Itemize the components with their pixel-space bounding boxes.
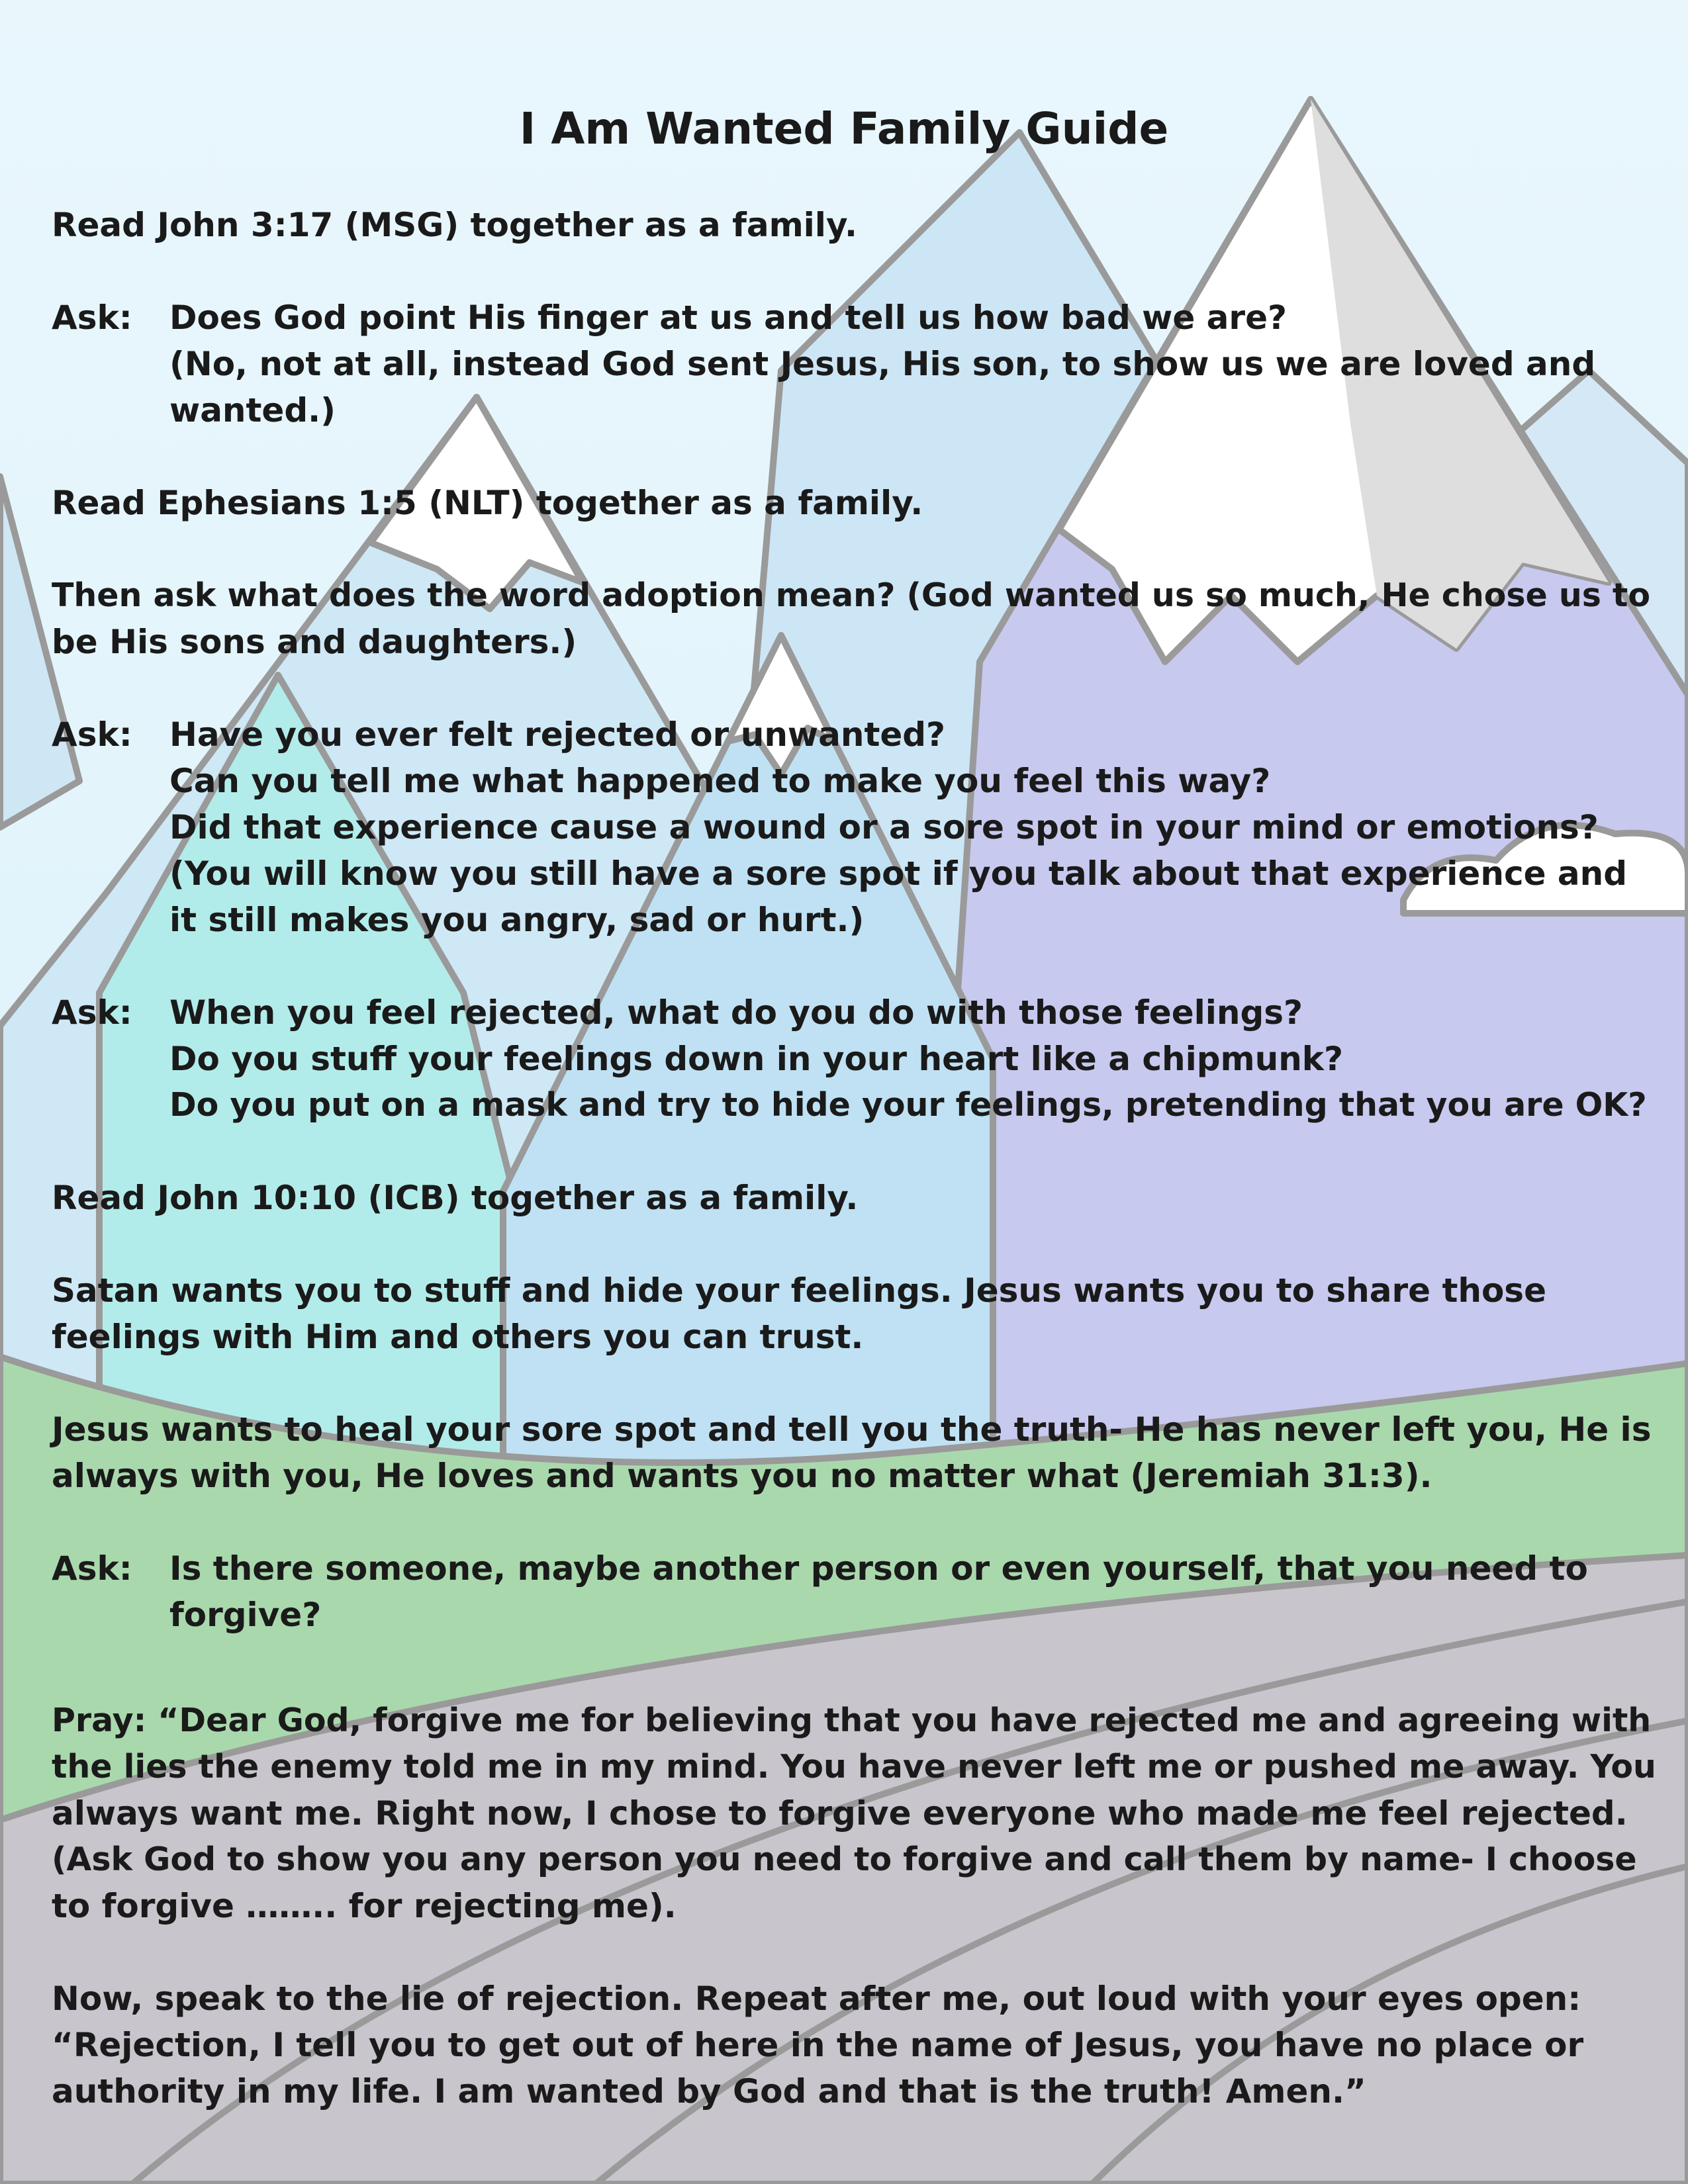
prayer-line: the lies the enemy told me in my mind. You have never left me or pushed me away. You <box>52 1748 1656 1786</box>
text-line: always with you, He loves and wants you no matter what (Jeremiah 31:3). <box>52 1457 1432 1495</box>
text-line: Satan wants you to stuff and hide your feelings. Jesus wants you to share those <box>52 1271 1546 1310</box>
prayer-line: Pray: “Dear God, forgive me for believing that you have rejected me and agreeing with <box>52 1702 1652 1739</box>
text-line: “Rejection, I tell you to get out of here in the name of Jesus, you have no place or <box>52 2026 1584 2064</box>
ask-label: Ask: <box>52 1549 132 1588</box>
prayer-line: to forgive …….. for rejecting me). <box>52 1887 677 1925</box>
text-line: Do you put on a mask and try to hide your feelings, pretending that you are OK? <box>169 1086 1647 1124</box>
text-line: forgive? <box>169 1596 322 1634</box>
text-line: When you feel rejected, what do you do with those feelings? <box>169 993 1303 1032</box>
ask-label: Ask: <box>52 715 132 754</box>
text-line: Can you tell me what happened to make you feel this way? <box>169 762 1271 800</box>
text-line: authority in my life. I am wanted by God and that is the truth! Amen.” <box>52 2072 1366 2111</box>
text-line: Read John 10:10 (ICB) together as a family. <box>52 1179 859 1217</box>
prayer-line: (Ask God to show you any person you need to forgive and call them by name- I choose <box>52 1841 1637 1878</box>
text-line: Now, speak to the lie of rejection. Repeat after me, out loud with your eyes open: <box>52 1979 1581 2018</box>
text-line: feelings with Him and others you can trust. <box>52 1318 864 1356</box>
text-line: it still makes you angry, sad or hurt.) <box>169 901 865 939</box>
text-line: Have you ever felt rejected or unwanted? <box>169 715 946 754</box>
ask-label: Ask: <box>52 993 132 1032</box>
text-line: Do you stuff your feelings down in your heart like a chipmunk? <box>169 1040 1344 1078</box>
text-line: Is there someone, maybe another person or even yourself, that you need to <box>169 1549 1588 1588</box>
ask-label: Ask: <box>52 298 132 337</box>
text-line: (No, not at all, instead God sent Jesus, His son, to show us we are loved and <box>169 345 1596 383</box>
text-line: Read Ephesians 1:5 (NLT) together as a family. <box>52 484 923 522</box>
prayer-line: always want me. Right now, I chose to forgive everyone who made me feel rejected. <box>52 1794 1628 1833</box>
text-line: Then ask what does the word adoption mean? (God wanted us so much, He chose us to <box>52 576 1651 614</box>
page-title: I Am Wanted Family Guide <box>519 103 1169 154</box>
text-line: Did that experience cause a wound or a sore spot in your mind or emotions? <box>169 808 1599 846</box>
text-line: Jesus wants to heal your sore spot and tell you the truth- He has never left you, He is <box>52 1410 1652 1449</box>
text-line: Does God point His finger at us and tell us how bad we are? <box>169 298 1287 337</box>
text-line: be His sons and daughters.) <box>52 623 577 661</box>
text-line: Read John 3:17 (MSG) together as a family. <box>52 206 857 244</box>
text-line: (You will know you still have a sore spot if you talk about that experience and <box>169 854 1628 893</box>
text-line: wanted.) <box>169 391 336 430</box>
